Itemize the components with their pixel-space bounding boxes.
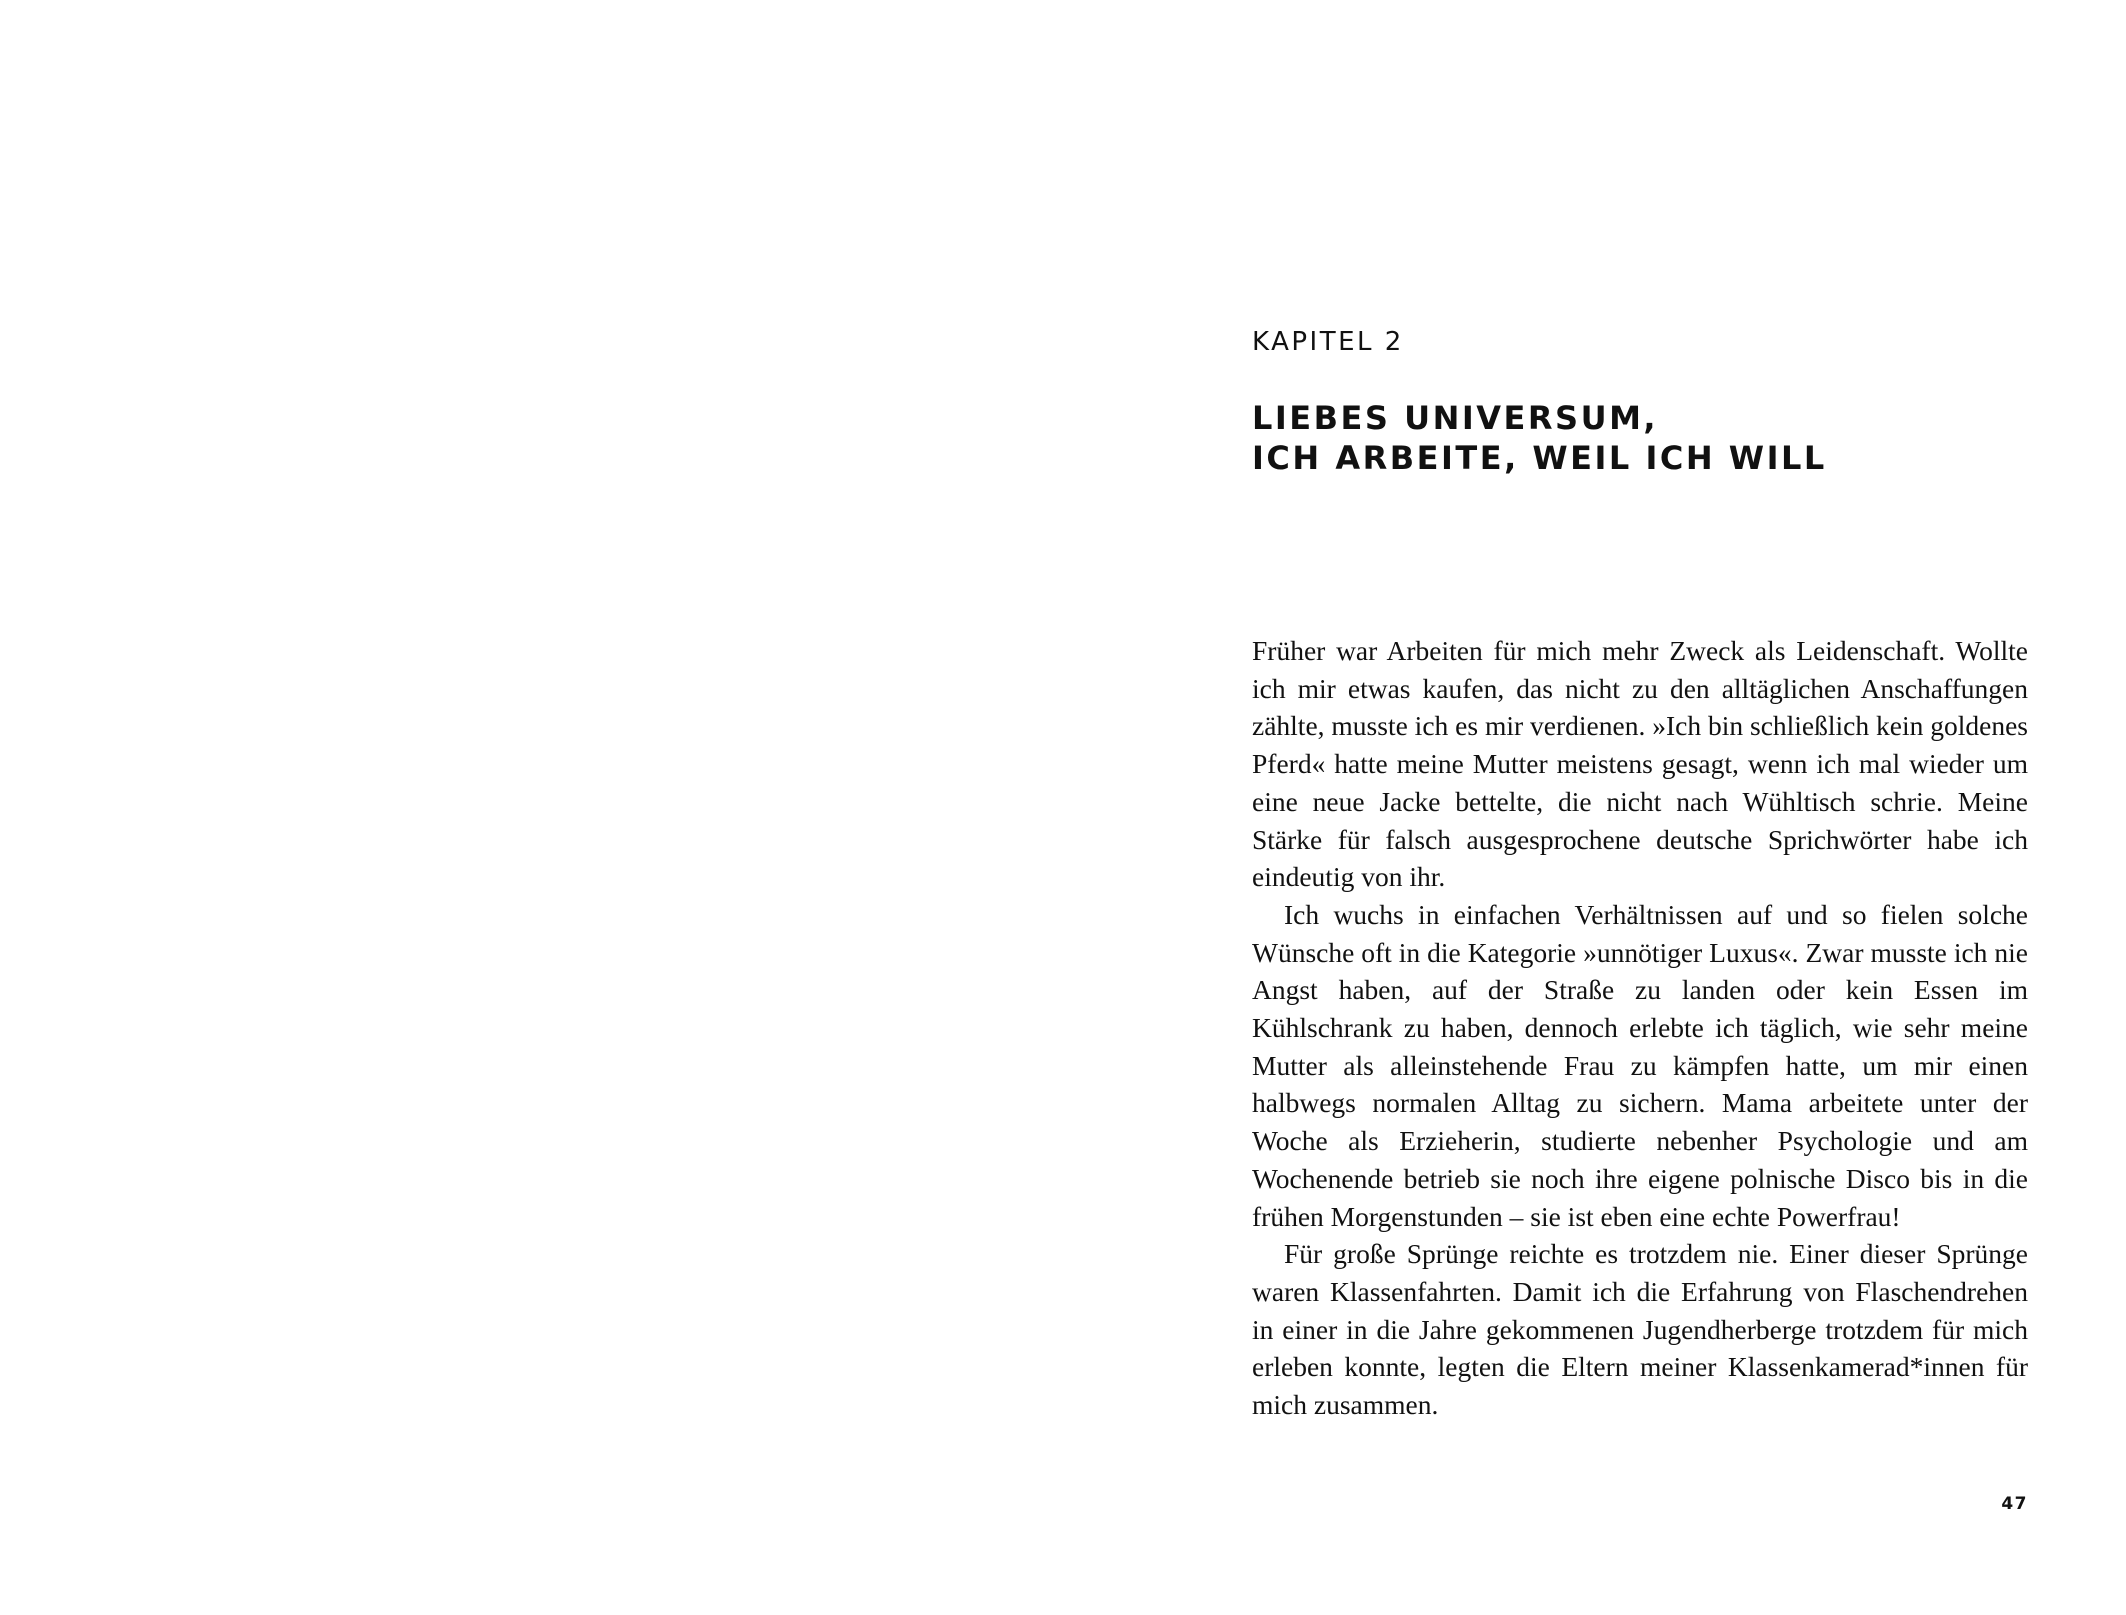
paragraph-1: Früher war Arbeiten für mich mehr Zweck als Leidenschaft. Wollte ich mir etwas kaufen, das nicht zu den alltäglichen Anschaffungen zählte, musste ich es mir verdienen. »Ich bin schließlich kein goldenes Pferd« hatte meine Mutter meistens gesagt, wenn ich mal wieder um eine neue Jacke bettelte, die nicht nach Wühltisch schrie. Meine Stärke für falsch ausgesprochene deutsche Sprichwörter habe ich eindeutig von ihr. [1252,635,2028,893]
chapter-title [1252,398,1827,478]
chapter-label: KAPITEL 2 [1252,327,1404,357]
page-number: 47 [2001,1494,2028,1514]
paragraph-3: Für große Sprünge reichte es trotzdem nie. Einer dieser Sprünge waren Klassenfahrten. Damit ich die Erfahrung von Flaschendrehen in einer in die Jahre gekommenen Jugendherberge trotzdem für mich erleben konnte, legten die Eltern meiner Klassenkamerad*innen für mich zusammen. [1252,1238,2028,1421]
chapter-title-line-1: LIEBES UNIVERSUM, [1252,399,1659,437]
chapter-title-line-2: ICH ARBEITE, WEIL ICH WILL [1252,439,1827,477]
body-text [1252,632,2028,1424]
paragraph-2: Ich wuchs in einfachen Verhältnissen auf und so fielen solche Wünsche oft in die Kategorie »unnötiger Luxus«. Zwar musste ich nie Angst haben, auf der Straße zu landen oder kein Essen im Kühlschrank zu haben, dennoch erlebte ich täglich, wie sehr meine Mutter als alleinstehende Frau zu kämpfen hatte, um mir einen halbwegs normalen Alltag zu sichern. Mama arbeitete unter der Woche als Erzieherin, studierte nebenher Psychologie und am Wochenende betrieb sie noch ihre eigene polnische Disco bis in die frühen Morgenstunden – sie ist eben eine echte Powerfrau! [1252,898,2028,1232]
